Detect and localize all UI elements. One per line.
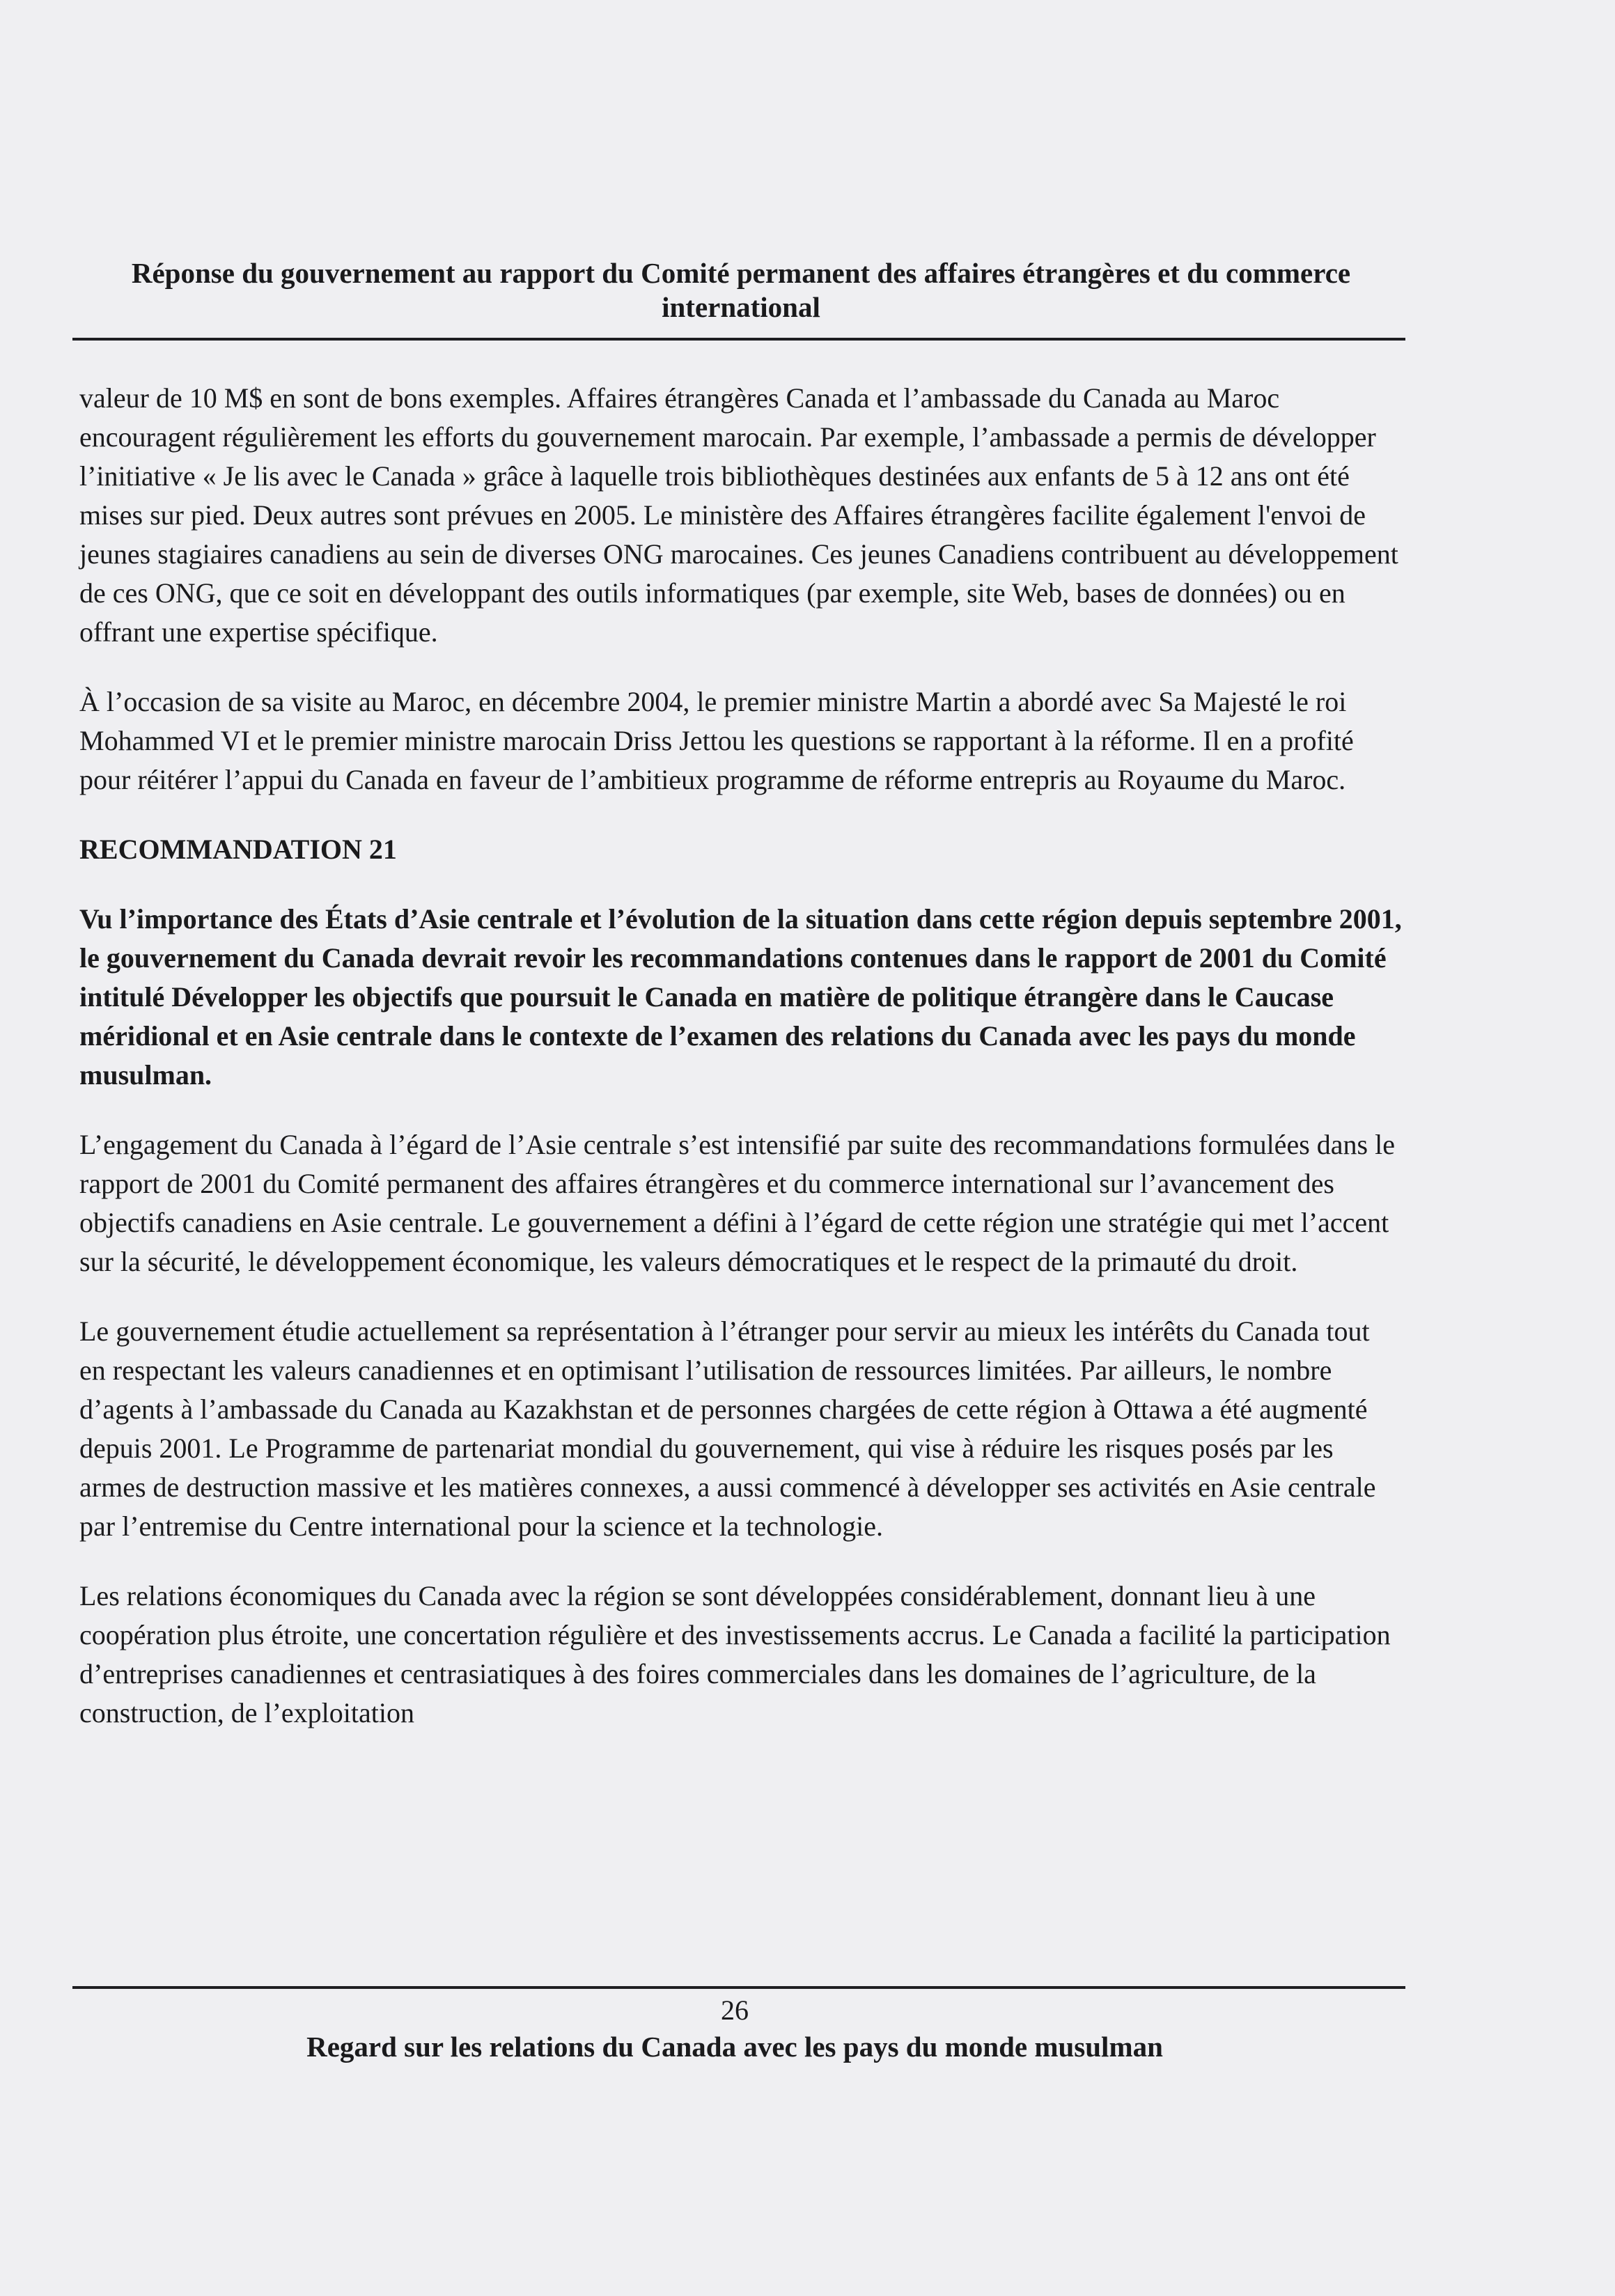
paragraph: Les relations économiques du Canada avec la région se sont développées considérablement, donnant lieu à une coopération plus étroite, une concertation régulière et des investissements accrus. Le Canada a facilité la participation d’entreprises canadiennes et centrasiatiques à des foires commerciales dans les domaines de l’agriculture, de la construction, de l’exploitation [79, 1580, 1391, 1728]
footer-rule [72, 1986, 1405, 1989]
paragraph: À l’occasion de sa visite au Maroc, en décembre 2004, le premier ministre Martin a abordé avec Sa Majesté le roi Mohammed VI et le premier ministre marocain Driss Jettou les questions se rapportant à la réforme. Il en a profité pour réitérer l’appui du Canada en faveur de l’ambitieux programme de réforme entrepris au Royaume du Maroc. [79, 686, 1354, 795]
page-number: 26 [721, 1994, 749, 2026]
paragraph: L’engagement du Canada à l’égard de l’Asie centrale s’est intensifié par suite des recommandations formulées dans le rapport de 2001 du Comité permanent des affaires étrangères et du commerce international sur l’avancement des objectifs canadiens en Asie centrale. Le gouvernement a défini à l’égard de cette région une stratégie qui met l’accent sur la sécurité, le développement économique, les valeurs démocratiques et le respect de la primauté du droit. [79, 1129, 1395, 1277]
paragraph: valeur de 10 M$ en sont de bons exemples. Affaires étrangères Canada et l’ambassade du Canada au Maroc encouragent régulièrement les efforts du gouvernement marocain. Par exemple, l’ambassade a permis de développer l’initiative « Je lis avec le Canada » grâce à laquelle trois bibliothèques destinées aux enfants de 5 à 12 ans ont été mises sur pied. Deux autres sont prévues en 2005. Le ministère des Affaires étrangères facilite également l'envoi de jeunes stagiaires canadiens au sein de diverses ONG marocaines. Ces jeunes Canadiens contribuent au développement de ces ONG, que ce soit en développant des outils informatiques (par exemple, site Web, bases de données) ou en offrant une expertise spécifique. [79, 382, 1398, 648]
paragraph: Le gouvernement étudie actuellement sa représentation à l’étranger pour servir au mieux les intérêts du Canada tout en respectant les valeurs canadiennes et en optimisant l’utilisation de ressources limitées. Par ailleurs, le nombre d’agents à l’ambassade du Canada au Kazakhstan et de personnes chargées de cette région à Ottawa a été augmenté depuis 2001. Le Programme de partenariat mondial du gouvernement, qui vise à réduire les risques posés par les armes de destruction massive et les matières connexes, a aussi commencé à développer ses activités en Asie centrale par l’entremise du Centre international pour la science et la technologie. [79, 1315, 1376, 1542]
recommendation-text: Vu l’importance des États d’Asie centrale et l’évolution de la situation dans cette région depuis septembre 2001, le gouvernement du Canada devrait revoir les recommandations contenues dans le rapport de 2001 du Comité intitulé Développer les objectifs que poursuit le Canada en matière de politique étrangère dans le Caucase méridional et en Asie centrale dans le contexte de l’examen des relations du Canada avec les pays du monde musulman. [79, 903, 1402, 1091]
recommendation-heading: RECOMMANDATION 21 [79, 834, 397, 865]
body-text [79, 379, 1403, 1763]
running-header: Réponse du gouvernement au rapport du Comité permanent des affaires étrangères et du commerce international [131, 257, 1351, 323]
header-rule [72, 338, 1405, 341]
running-footer: Regard sur les relations du Canada avec les pays du monde musulman [306, 2031, 1163, 2063]
